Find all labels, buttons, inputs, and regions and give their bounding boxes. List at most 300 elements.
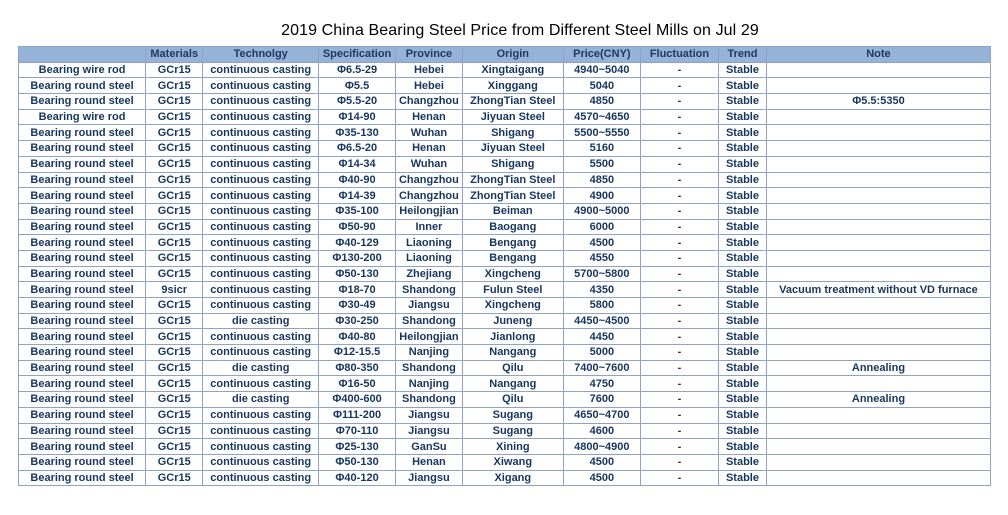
origin-cell: Bengang	[462, 250, 563, 266]
technology-cell: continuous casting	[203, 266, 319, 282]
specification-cell: Φ6.5-20	[319, 141, 396, 157]
materials-header: Materials	[146, 47, 203, 63]
note-cell	[766, 125, 990, 141]
note-cell	[766, 376, 990, 392]
fluctuation-cell: -	[640, 392, 718, 408]
fluctuation-cell: -	[640, 329, 718, 345]
material-cell: 9sicr	[146, 282, 203, 298]
product-cell: Bearing round steel	[19, 439, 146, 455]
province-cell: GanSu	[396, 439, 463, 455]
origin-cell: Beiman	[462, 203, 563, 219]
technology-cell: continuous casting	[203, 172, 319, 188]
province-cell: Hebei	[396, 62, 463, 78]
specification-cell: Φ16-50	[319, 376, 396, 392]
note-cell: Φ5.5:5350	[766, 94, 990, 110]
trend-cell: Stable	[719, 62, 767, 78]
fluctuation-cell: -	[640, 78, 718, 94]
price-cell: 4850	[563, 172, 640, 188]
specification-cell: Φ35-100	[319, 203, 396, 219]
origin-cell: Xinggang	[462, 78, 563, 94]
trend-cell: Stable	[719, 376, 767, 392]
fluctuation-cell: -	[640, 62, 718, 78]
origin-cell: Jianlong	[462, 329, 563, 345]
trend-cell: Stable	[719, 282, 767, 298]
province-cell: Changzhou	[396, 172, 463, 188]
table-row	[19, 250, 991, 266]
price-cell: 5700~5800	[563, 266, 640, 282]
fluctuation-cell: -	[640, 376, 718, 392]
table-row	[19, 454, 991, 470]
material-cell: GCr15	[146, 141, 203, 157]
table-body	[19, 62, 991, 486]
province-cell: Shandong	[396, 392, 463, 408]
technology-header: Technolgy	[203, 47, 319, 63]
note-cell	[766, 172, 990, 188]
table-row	[19, 172, 991, 188]
trend-cell: Stable	[719, 266, 767, 282]
price-header: Price(CNY)	[563, 47, 640, 63]
technology-cell: continuous casting	[203, 345, 319, 361]
province-cell: Nanjing	[396, 345, 463, 361]
specification-cell: Φ12-15.5	[319, 345, 396, 361]
fluctuation-cell: -	[640, 407, 718, 423]
note-cell	[766, 219, 990, 235]
fluctuation-cell: -	[640, 250, 718, 266]
province-cell: Jiangsu	[396, 298, 463, 314]
note-cell	[766, 188, 990, 204]
trend-cell: Stable	[719, 141, 767, 157]
table-row	[19, 282, 991, 298]
technology-cell: continuous casting	[203, 329, 319, 345]
province-cell: Shandong	[396, 360, 463, 376]
origin-cell: Bengang	[462, 235, 563, 251]
note-cell	[766, 313, 990, 329]
province-cell: Changzhou	[396, 94, 463, 110]
origin-cell: Fulun Steel	[462, 282, 563, 298]
specification-cell: Φ130-200	[319, 250, 396, 266]
price-cell: 4940~5040	[563, 62, 640, 78]
origin-cell: Juneng	[462, 313, 563, 329]
province-cell: Heilongjian	[396, 203, 463, 219]
note-cell	[766, 298, 990, 314]
note-cell: Annealing	[766, 392, 990, 408]
origin-cell: Xigang	[462, 470, 563, 486]
note-cell	[766, 454, 990, 470]
fluctuation-cell: -	[640, 94, 718, 110]
product-cell: Bearing round steel	[19, 454, 146, 470]
product-cell: Bearing round steel	[19, 392, 146, 408]
price-cell: 4500	[563, 235, 640, 251]
origin-cell: Jiyuan Steel	[462, 141, 563, 157]
fluctuation-cell: -	[640, 141, 718, 157]
price-cell: 4600	[563, 423, 640, 439]
table-row	[19, 345, 991, 361]
price-cell: 4350	[563, 282, 640, 298]
origin-cell: Shigang	[462, 156, 563, 172]
price-cell: 4650~4700	[563, 407, 640, 423]
material-cell: GCr15	[146, 125, 203, 141]
material-cell: GCr15	[146, 219, 203, 235]
technology-cell: continuous casting	[203, 109, 319, 125]
price-cell: 4900~5000	[563, 203, 640, 219]
price-cell: 5800	[563, 298, 640, 314]
fluctuation-cell: -	[640, 470, 718, 486]
origin-cell: Nangang	[462, 345, 563, 361]
table-row	[19, 266, 991, 282]
material-cell: GCr15	[146, 109, 203, 125]
table-row	[19, 235, 991, 251]
trend-cell: Stable	[719, 172, 767, 188]
technology-cell: continuous casting	[203, 94, 319, 110]
origin-cell: Qilu	[462, 392, 563, 408]
fluctuation-cell: -	[640, 203, 718, 219]
price-cell: 7600	[563, 392, 640, 408]
province-cell: Hebei	[396, 78, 463, 94]
fluctuation-cell: -	[640, 345, 718, 361]
table-row	[19, 141, 991, 157]
province-cell: Zhejiang	[396, 266, 463, 282]
specification-cell: Φ50-130	[319, 454, 396, 470]
specification-cell: Φ30-250	[319, 313, 396, 329]
product-cell: Bearing round steel	[19, 219, 146, 235]
product-cell: Bearing round steel	[19, 282, 146, 298]
province-cell: Shandong	[396, 313, 463, 329]
trend-cell: Stable	[719, 235, 767, 251]
product-cell: Bearing round steel	[19, 141, 146, 157]
material-cell: GCr15	[146, 392, 203, 408]
specification-cell: Φ14-90	[319, 109, 396, 125]
trend-cell: Stable	[719, 360, 767, 376]
material-cell: GCr15	[146, 235, 203, 251]
technology-cell: continuous casting	[203, 298, 319, 314]
table-header-row	[19, 47, 991, 63]
price-cell: 4500	[563, 470, 640, 486]
specification-cell: Φ80-350	[319, 360, 396, 376]
product-header	[19, 47, 146, 63]
fluctuation-cell: -	[640, 188, 718, 204]
technology-cell: continuous casting	[203, 423, 319, 439]
table-row	[19, 313, 991, 329]
technology-cell: continuous casting	[203, 141, 319, 157]
material-cell: GCr15	[146, 345, 203, 361]
technology-cell: continuous casting	[203, 470, 319, 486]
product-cell: Bearing round steel	[19, 188, 146, 204]
note-cell	[766, 62, 990, 78]
table-row	[19, 407, 991, 423]
technology-cell: continuous casting	[203, 454, 319, 470]
fluctuation-cell: -	[640, 156, 718, 172]
trend-cell: Stable	[719, 470, 767, 486]
specification-cell: Φ40-90	[319, 172, 396, 188]
origin-cell: Xingcheng	[462, 266, 563, 282]
material-cell: GCr15	[146, 470, 203, 486]
note-cell	[766, 109, 990, 125]
specification-cell: Φ50-130	[319, 266, 396, 282]
note-cell: Vacuum treatment without VD furnace	[766, 282, 990, 298]
fluctuation-cell: -	[640, 109, 718, 125]
origin-cell: Nangang	[462, 376, 563, 392]
province-cell: Jiangsu	[396, 407, 463, 423]
note-header: Note	[766, 47, 990, 63]
province-cell: Jiangsu	[396, 423, 463, 439]
specification-cell: Φ70-110	[319, 423, 396, 439]
trend-cell: Stable	[719, 407, 767, 423]
product-cell: Bearing round steel	[19, 376, 146, 392]
product-cell: Bearing round steel	[19, 78, 146, 94]
technology-cell: continuous casting	[203, 407, 319, 423]
trend-header: Trend	[719, 47, 767, 63]
material-cell: GCr15	[146, 313, 203, 329]
product-cell: Bearing round steel	[19, 360, 146, 376]
price-cell: 4850	[563, 94, 640, 110]
product-cell: Bearing round steel	[19, 345, 146, 361]
specification-cell: Φ400-600	[319, 392, 396, 408]
technology-cell: continuous casting	[203, 235, 319, 251]
table-row	[19, 125, 991, 141]
specification-cell: Φ40-129	[319, 235, 396, 251]
note-cell	[766, 141, 990, 157]
product-cell: Bearing round steel	[19, 250, 146, 266]
material-cell: GCr15	[146, 172, 203, 188]
origin-header: Origin	[462, 47, 563, 63]
product-cell: Bearing round steel	[19, 94, 146, 110]
trend-cell: Stable	[719, 298, 767, 314]
province-header: Province	[396, 47, 463, 63]
province-cell: Henan	[396, 109, 463, 125]
table-row	[19, 392, 991, 408]
note-cell: Annealing	[766, 360, 990, 376]
technology-cell: continuous casting	[203, 188, 319, 204]
price-cell: 4550	[563, 250, 640, 266]
page-title: 2019 China Bearing Steel Price from Different Steel Mills on Jul 29	[281, 22, 759, 39]
specification-cell: Φ30-49	[319, 298, 396, 314]
technology-cell: die casting	[203, 313, 319, 329]
product-cell: Bearing round steel	[19, 203, 146, 219]
note-cell	[766, 235, 990, 251]
note-cell	[766, 470, 990, 486]
trend-cell: Stable	[719, 94, 767, 110]
material-cell: GCr15	[146, 407, 203, 423]
product-cell: Bearing wire rod	[19, 62, 146, 78]
province-cell: Jiangsu	[396, 470, 463, 486]
product-cell: Bearing round steel	[19, 172, 146, 188]
price-cell: 7400~7600	[563, 360, 640, 376]
note-cell	[766, 407, 990, 423]
origin-cell: Xiwang	[462, 454, 563, 470]
trend-cell: Stable	[719, 156, 767, 172]
price-cell: 5040	[563, 78, 640, 94]
fluctuation-cell: -	[640, 282, 718, 298]
technology-cell: continuous casting	[203, 250, 319, 266]
note-cell	[766, 329, 990, 345]
table-row	[19, 203, 991, 219]
origin-cell: ZhongTian Steel	[462, 94, 563, 110]
price-cell: 5160	[563, 141, 640, 157]
origin-cell: ZhongTian Steel	[462, 188, 563, 204]
technology-cell: continuous casting	[203, 282, 319, 298]
table-row	[19, 78, 991, 94]
trend-cell: Stable	[719, 423, 767, 439]
fluctuation-cell: -	[640, 298, 718, 314]
specification-cell: Φ40-120	[319, 470, 396, 486]
origin-cell: Xingcheng	[462, 298, 563, 314]
specification-cell: Φ50-90	[319, 219, 396, 235]
price-cell: 5500~5550	[563, 125, 640, 141]
province-cell: Changzhou	[396, 188, 463, 204]
technology-cell: continuous casting	[203, 156, 319, 172]
price-cell: 4450~4500	[563, 313, 640, 329]
note-cell	[766, 266, 990, 282]
material-cell: GCr15	[146, 250, 203, 266]
product-cell: Bearing round steel	[19, 156, 146, 172]
note-cell	[766, 345, 990, 361]
table-row	[19, 329, 991, 345]
province-cell: Inner	[396, 219, 463, 235]
product-cell: Bearing round steel	[19, 470, 146, 486]
material-cell: GCr15	[146, 188, 203, 204]
material-cell: GCr15	[146, 298, 203, 314]
specification-cell: Φ14-39	[319, 188, 396, 204]
price-cell: 6000	[563, 219, 640, 235]
province-cell: Nanjing	[396, 376, 463, 392]
technology-cell: continuous casting	[203, 219, 319, 235]
price-cell: 5500	[563, 156, 640, 172]
product-cell: Bearing wire rod	[19, 109, 146, 125]
trend-cell: Stable	[719, 78, 767, 94]
fluctuation-header: Fluctuation	[640, 47, 718, 63]
note-cell	[766, 250, 990, 266]
price-cell: 4900	[563, 188, 640, 204]
fluctuation-cell: -	[640, 313, 718, 329]
price-cell: 4500	[563, 454, 640, 470]
product-cell: Bearing round steel	[19, 125, 146, 141]
specification-cell: Φ18-70	[319, 282, 396, 298]
product-cell: Bearing round steel	[19, 235, 146, 251]
specification-cell: Φ25-130	[319, 439, 396, 455]
technology-cell: continuous casting	[203, 203, 319, 219]
trend-cell: Stable	[719, 454, 767, 470]
trend-cell: Stable	[719, 392, 767, 408]
material-cell: GCr15	[146, 266, 203, 282]
trend-cell: Stable	[719, 313, 767, 329]
price-cell: 4450	[563, 329, 640, 345]
table-row	[19, 439, 991, 455]
product-cell: Bearing round steel	[19, 407, 146, 423]
trend-cell: Stable	[719, 329, 767, 345]
province-cell: Heilongjian	[396, 329, 463, 345]
table-row	[19, 156, 991, 172]
product-cell: Bearing round steel	[19, 313, 146, 329]
product-cell: Bearing round steel	[19, 266, 146, 282]
table-row	[19, 62, 991, 78]
table-row	[19, 188, 991, 204]
product-cell: Bearing round steel	[19, 329, 146, 345]
province-cell: Wuhan	[396, 156, 463, 172]
technology-cell: continuous casting	[203, 125, 319, 141]
specification-cell: Φ5.5-20	[319, 94, 396, 110]
material-cell: GCr15	[146, 62, 203, 78]
trend-cell: Stable	[719, 219, 767, 235]
price-table	[18, 46, 991, 486]
fluctuation-cell: -	[640, 360, 718, 376]
material-cell: GCr15	[146, 78, 203, 94]
fluctuation-cell: -	[640, 172, 718, 188]
fluctuation-cell: -	[640, 125, 718, 141]
note-cell	[766, 203, 990, 219]
origin-cell: Xingtaigang	[462, 62, 563, 78]
price-cell: 5000	[563, 345, 640, 361]
material-cell: GCr15	[146, 454, 203, 470]
table-row	[19, 423, 991, 439]
fluctuation-cell: -	[640, 439, 718, 455]
material-cell: GCr15	[146, 203, 203, 219]
specification-cell: Φ35-130	[319, 125, 396, 141]
technology-cell: continuous casting	[203, 439, 319, 455]
note-cell	[766, 439, 990, 455]
material-cell: GCr15	[146, 376, 203, 392]
province-cell: Liaoning	[396, 235, 463, 251]
fluctuation-cell: -	[640, 454, 718, 470]
table-row	[19, 109, 991, 125]
material-cell: GCr15	[146, 423, 203, 439]
origin-cell: Qilu	[462, 360, 563, 376]
table-row	[19, 219, 991, 235]
note-cell	[766, 156, 990, 172]
fluctuation-cell: -	[640, 235, 718, 251]
fluctuation-cell: -	[640, 423, 718, 439]
province-cell: Liaoning	[396, 250, 463, 266]
material-cell: GCr15	[146, 156, 203, 172]
price-cell: 4750	[563, 376, 640, 392]
fluctuation-cell: -	[640, 219, 718, 235]
province-cell: Henan	[396, 141, 463, 157]
product-cell: Bearing round steel	[19, 423, 146, 439]
technology-cell: continuous casting	[203, 78, 319, 94]
origin-cell: Baogang	[462, 219, 563, 235]
specification-cell: Φ14-34	[319, 156, 396, 172]
technology-cell: continuous casting	[203, 376, 319, 392]
specification-cell: Φ5.5	[319, 78, 396, 94]
trend-cell: Stable	[719, 439, 767, 455]
trend-cell: Stable	[719, 250, 767, 266]
table-row	[19, 376, 991, 392]
trend-cell: Stable	[719, 188, 767, 204]
province-cell: Shandong	[396, 282, 463, 298]
table-row	[19, 94, 991, 110]
table-row	[19, 360, 991, 376]
material-cell: GCr15	[146, 329, 203, 345]
province-cell: Wuhan	[396, 125, 463, 141]
specification-cell: Φ40-80	[319, 329, 396, 345]
material-cell: GCr15	[146, 360, 203, 376]
province-cell: Henan	[396, 454, 463, 470]
origin-cell: Sugang	[462, 423, 563, 439]
technology-cell: die casting	[203, 360, 319, 376]
technology-cell: continuous casting	[203, 62, 319, 78]
material-cell: GCr15	[146, 439, 203, 455]
trend-cell: Stable	[719, 125, 767, 141]
origin-cell: Sugang	[462, 407, 563, 423]
note-cell	[766, 78, 990, 94]
technology-cell: die casting	[203, 392, 319, 408]
trend-cell: Stable	[719, 345, 767, 361]
fluctuation-cell: -	[640, 266, 718, 282]
price-cell: 4570~4650	[563, 109, 640, 125]
note-cell	[766, 423, 990, 439]
origin-cell: Shigang	[462, 125, 563, 141]
price-cell: 4800~4900	[563, 439, 640, 455]
origin-cell: Jiyuan Steel	[462, 109, 563, 125]
